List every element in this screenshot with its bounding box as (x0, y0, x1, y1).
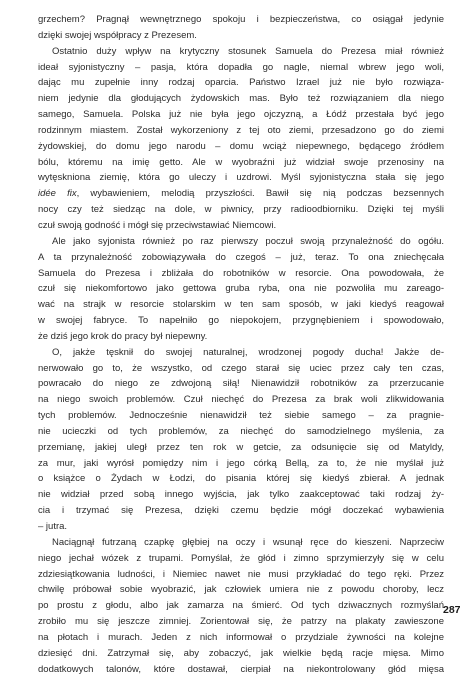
text-line: przemianę, jakiej uległ przez ten rok w getcie, za odsunięcie się od Matyldy, (38, 441, 444, 453)
text-line: Ale jako syjonista również po raz pierwszy poczuł swoją przynależność do ogółu. (52, 235, 444, 247)
text-line: Ostatnio duży wpływ na krytyczny stosunek Samuela do Prezesa miał również (52, 45, 444, 57)
text-line: czuł swoją godność i mógł się przeciwstawiać Niemcowi. (38, 219, 277, 231)
text-line: żydowskiej, do domu jego narodu – domu wciąż niepewnego, będącego źródłem (38, 140, 444, 152)
text-line: – jutra. (38, 521, 68, 532)
page-number: 287 (443, 604, 461, 616)
text-line: nie ucieczki od tych problemów, za niechęć do samodzielnego myślenia, za (38, 425, 444, 437)
text-line: ideał syjonistyczny – pasja, która dopadła go nagle, niemal wbrew jego woli, (38, 61, 444, 73)
body-text (38, 12, 444, 677)
text-line: dając mu zupełnie inny rodzaj oparcia. Państwo Izrael już nie było rozwiąza- (38, 77, 444, 89)
text-line: nerwowało go to, że wszystko, od czego starał się uciec przez cały ten czas, (38, 362, 444, 374)
text-line: po prostu z głodu, albo jak zamarza na śmierć. Od tych dziwacznych rozmyślań (38, 600, 444, 612)
text-line: w swojej fabryce. To napełniło go niepokojem, przygnębieniem i spowodowało, (38, 315, 444, 327)
text-line: powracało do niego ze zdwojoną siłą! Nienawidził robotników za przerzucanie (38, 378, 444, 390)
text-line: dziesięć dni. Zatrzymał się, aby zobaczyć, jak wielkie będą racje mięsa. Mimo (38, 647, 444, 659)
text-line: chwilę próbował sobie wyobrazić, jak człowiek umiera nie z powodu choroby, lecz (38, 584, 444, 596)
text-line: O, jakże tęsknił do swojej naturalnej, wrodzonej pogody ducha! Jakże de- (52, 346, 444, 358)
text-line: bólu, któremu na imię getto. Ale w wyobraźni już widział swoje przenosiny na (38, 156, 444, 168)
text-line: niem jedynie dla głodujących żydowskich mas. Było też rozwiązaniem dla niego (38, 93, 444, 105)
text-line: o książce o Żydach w Łodzi, do pisania której się kiedyś zbierał. A jednak (38, 473, 444, 485)
text-line: czuł się niekomfortowo jako gettowa gruba ryba, ona nie pozwoliła mu zareago- (38, 283, 444, 295)
text-line: nocy czy też siedząc na dole, w piwnicy, przy radioodbiorniku. Dzięki tej myśli (38, 204, 444, 216)
text-line: niego jechał wózek z trupami. Pomyślał, że głód i zimno sprzymierzyły się w celu (38, 552, 444, 564)
text-line: idée fix, wybawieniem, melodią przyszłości. Bawił się nią podczas bezsennych (38, 188, 444, 200)
text-line: samego, Samuela. Polska już nie była jego ojczyzną, a Łódź przestała być jego (38, 109, 444, 121)
text-line: wać na strajk w resorcie stolarskim w ten sam sposób, w jaki kiedyś reagował (38, 299, 444, 311)
text-line: na płotach i murach. Jeden z nich informował o przydziale żywności na kolejne (38, 631, 444, 643)
italic-phrase: idée fix (38, 188, 77, 200)
text-line: że dziś jego krok do pracy był niepewny. (38, 330, 208, 342)
text-line: wytęskniona ziemię, która go uleczy i uzdrowi. Myśl syjonistyczna stała się jego (38, 172, 444, 184)
text-line: zdziesiątkowania ludności, i Niemiec nawet nie musi przykładać do tego ręki. Przez (38, 568, 444, 580)
text-line: nie widział przed sobą innego wyjścia, jak tylko zaakceptować taki rodzaj ży- (38, 489, 444, 501)
text-line: tych problemów. Jednocześnie nienawidził też siebie samego – za pragnie- (38, 410, 444, 422)
text-line: cia i trzymać się Prezesa, dzięki czemu będzie mógł doczekać wybawienia (38, 505, 444, 517)
text-line: za mur, jaki wyrósł pomiędzy nim i jego córką Bellą, za to, że nie myślał już (38, 457, 444, 469)
text-line: zrobiło mu się jeszcze zimniej. Zorientował się, że patrzy na plakaty zawieszone (38, 616, 444, 628)
text-line: grzechem? Pragnął wewnętrznego spokoju i bezpieczeństwa, co osiągał jedynie (38, 14, 444, 25)
text-line: Samuela do Prezesa i zbliżała do robotników w resorcie. Ona powodowała, że (38, 267, 444, 279)
text-line: rodzinnym miastem. Został wykorzeniony z tej oto ziemi, przesadzono go do ziemi (38, 124, 444, 136)
text-line: A ta przynależność zobowiązywała do czegoś – już, teraz. To ona zniechęcała (38, 251, 444, 263)
text-line: na niego swoich problemów. Czuł niechęć do Prezesa za brak woli zlikwidowania (38, 394, 444, 406)
text-line: dzięki swojej współpracy z Prezesem. (38, 29, 197, 41)
text-line: Naciągnął futrzaną czapkę głębiej na oczy i wsunął ręce do kieszeni. Naprzeciw (52, 536, 444, 548)
text-line: dodatkowych talonów, które dostawał, cierpiał na niekontrolowany głód mięsa (38, 663, 444, 675)
